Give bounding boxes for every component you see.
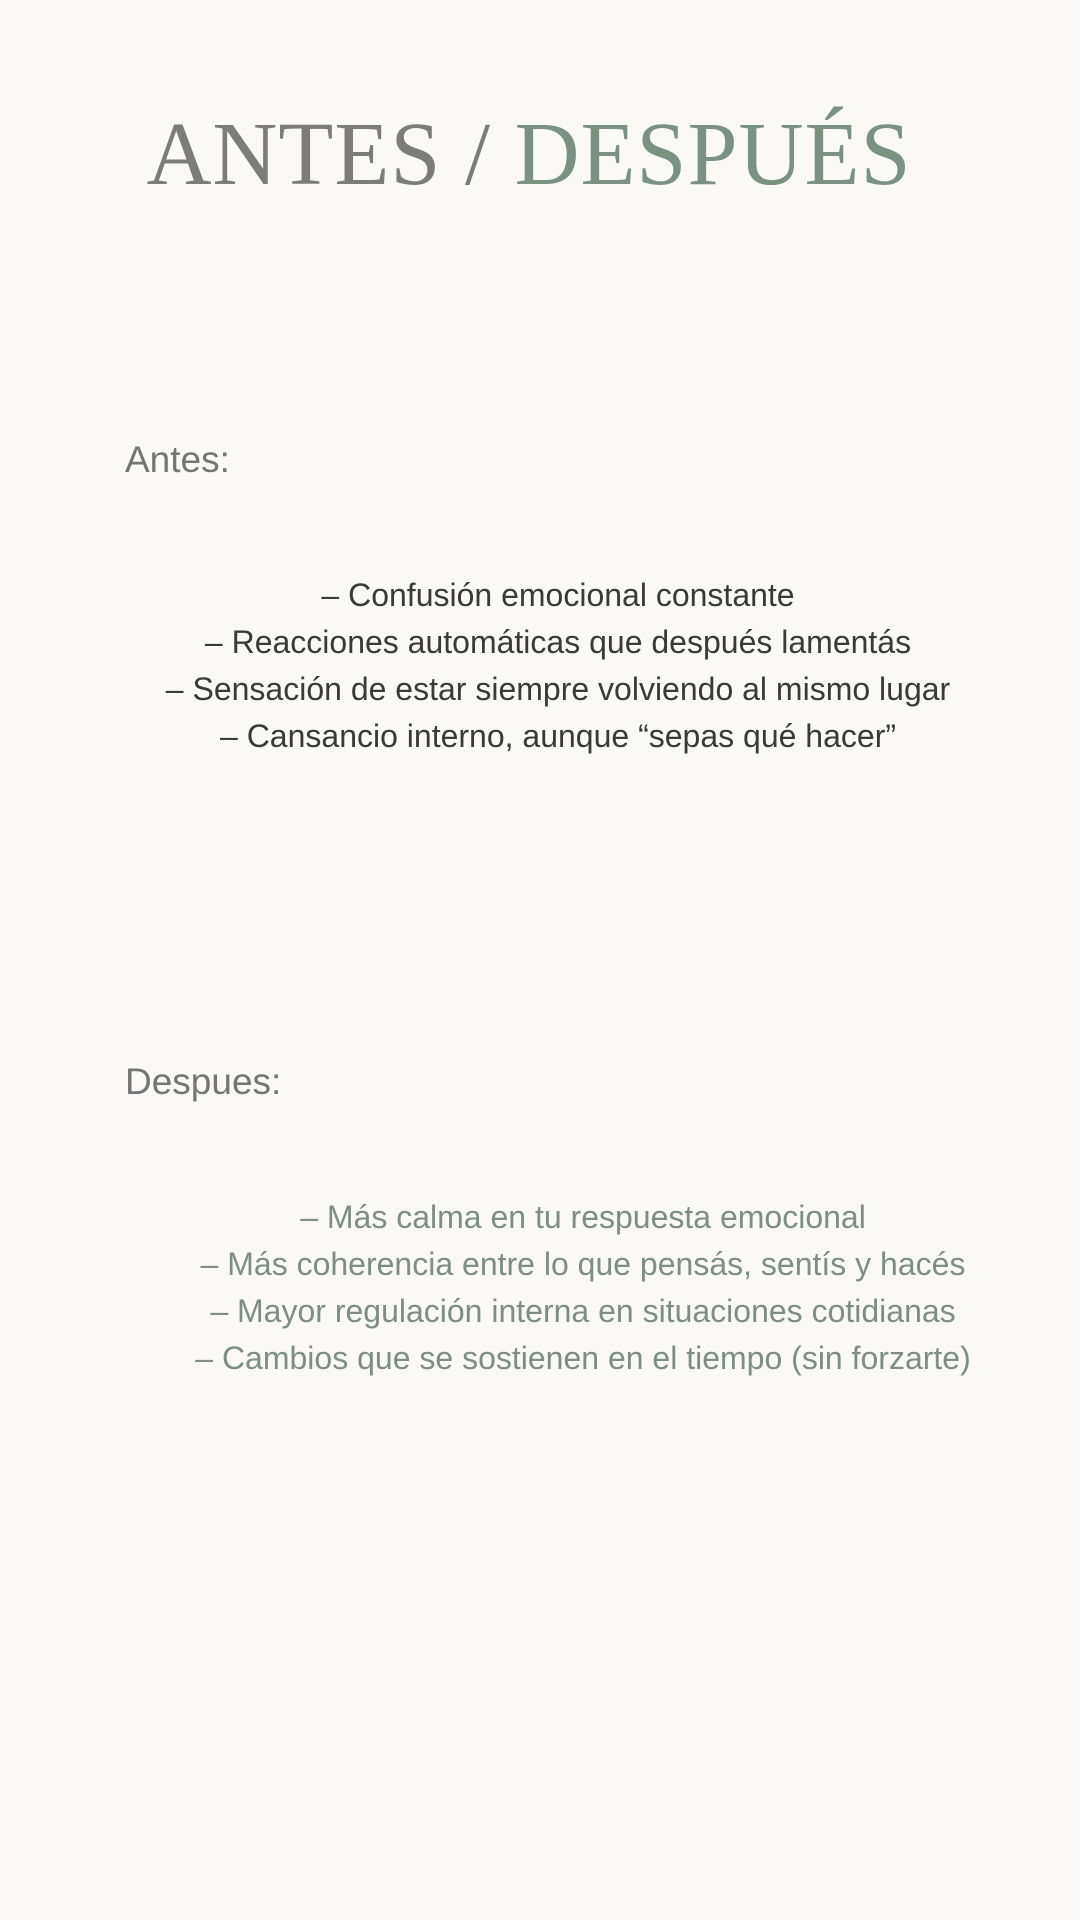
before-item-4: – Cansancio interno, aunque “sepas qué hacer” bbox=[220, 718, 896, 754]
title-despues: DESPUÉS bbox=[514, 105, 912, 204]
after-item-4: – Cambios que se sostienen en el tiempo (sin forzarte) bbox=[195, 1340, 971, 1376]
before-item-2: – Reacciones automáticas que después lamentás bbox=[204, 624, 912, 660]
after-item-2: – Más coherencia entre lo que pensás, sentís y hacés bbox=[200, 1246, 966, 1282]
before-item-3: – Sensación de estar siempre volviendo al mismo lugar bbox=[165, 671, 951, 707]
before-list bbox=[0, 572, 1080, 760]
before-section-label: Antes: bbox=[125, 439, 230, 480]
title-separator: / bbox=[441, 105, 515, 204]
after-section-label: Despues: bbox=[125, 1061, 282, 1102]
after-item-3: – Mayor regulación interna en situaciones cotidianas bbox=[210, 1293, 956, 1329]
before-item-1: – Confusión emocional constante bbox=[321, 577, 795, 613]
after-list bbox=[0, 1194, 1080, 1382]
after-item-1: – Más calma en tu respuesta emocional bbox=[300, 1199, 866, 1235]
title-antes: ANTES bbox=[146, 105, 442, 204]
page-title bbox=[0, 100, 1058, 210]
